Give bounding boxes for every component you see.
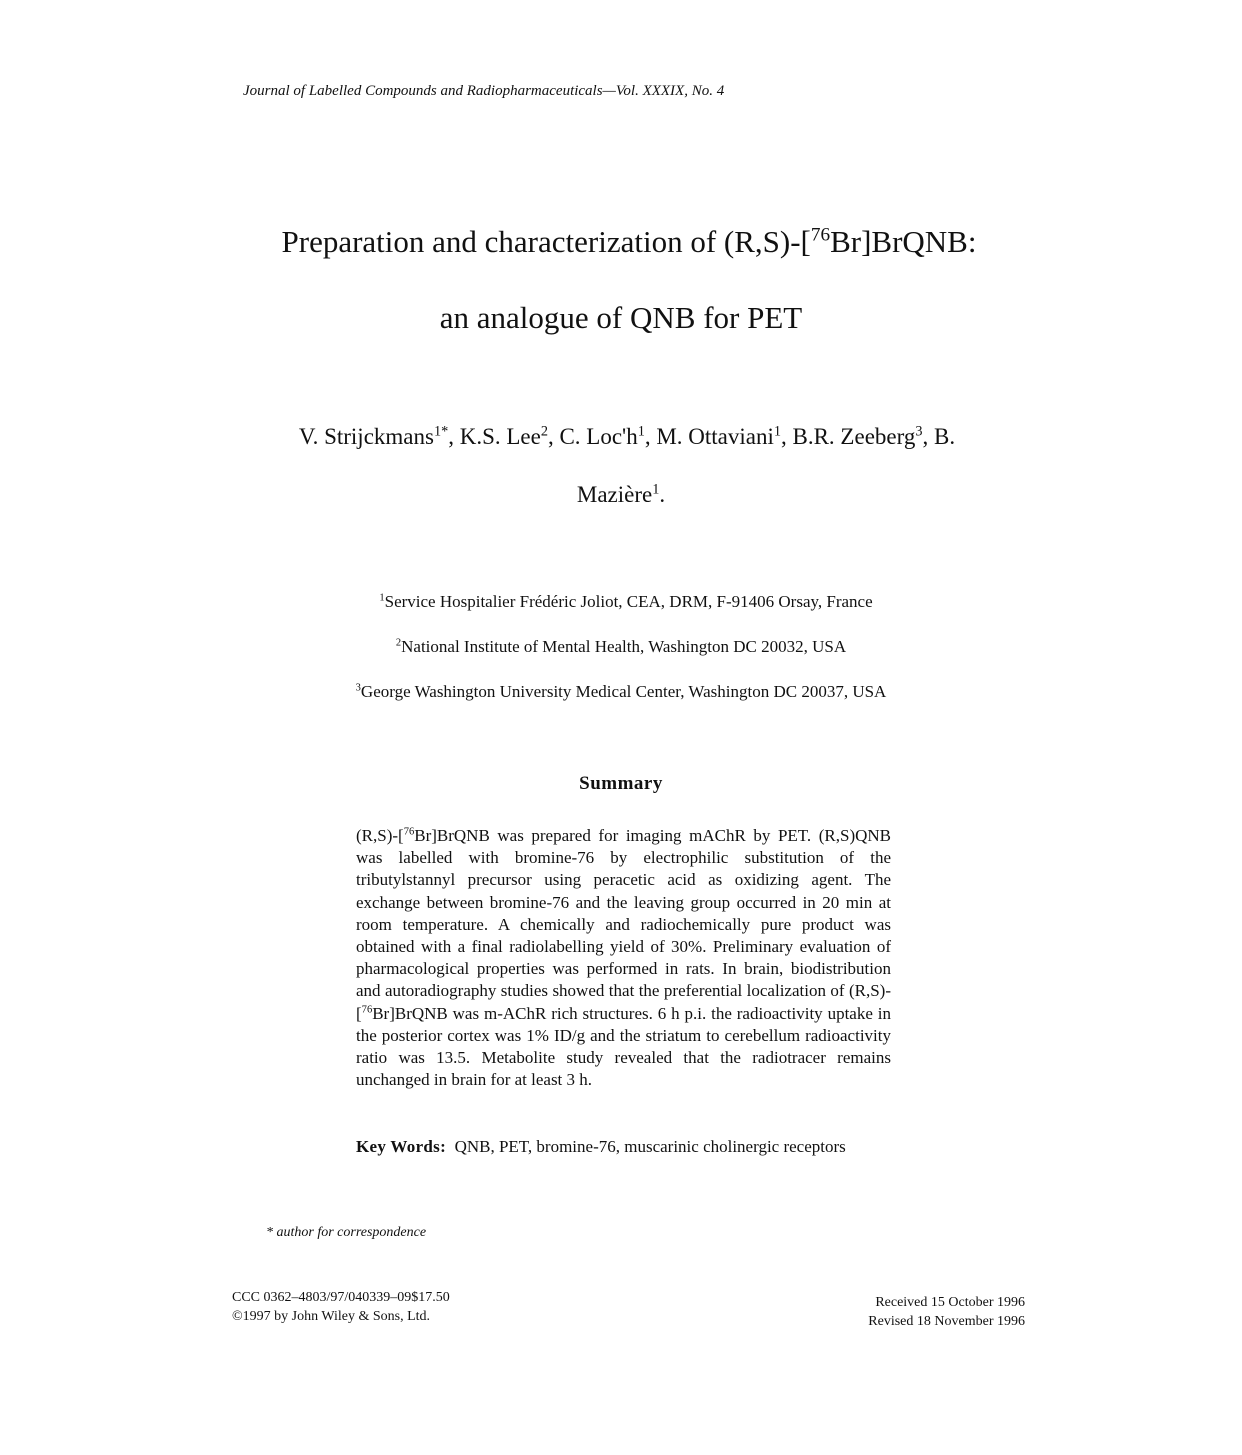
received-dates: [868, 1293, 1025, 1331]
summary-heading: Summary: [579, 773, 663, 794]
author-name: C. Loc'h: [559, 424, 638, 449]
keywords-label: Key Words:: [356, 1137, 447, 1156]
affiliation-number: 2: [395, 637, 402, 649]
title-prefix: Preparation and characterization of (R,S)-[: [281, 224, 811, 259]
author-name: Mazière: [576, 482, 653, 507]
author-name: M. Ottaviani: [656, 424, 774, 449]
author-affiliation-mark: 1: [637, 423, 645, 440]
isotope-superscript: 76: [403, 826, 415, 838]
imprint: [232, 1288, 450, 1326]
author-affiliation-mark: 3: [915, 423, 923, 440]
author-affiliation-mark: 1: [652, 481, 660, 498]
revised-date: Revised 18 November 1996: [868, 1314, 1025, 1329]
title-line-2: an analogue of QNB for PET: [439, 300, 803, 335]
author-name: K.S. Lee: [459, 424, 541, 449]
keywords: [356, 1136, 891, 1158]
affiliation-1: $^1$Service Hospitalier Frédéric Joliot, CEA, DRM, F-91406 Orsay, France: [379, 592, 873, 611]
author-affiliation-mark: 1*: [433, 423, 449, 440]
affiliation-3: $^3$George Washington University Medical Center, Washington DC 20037, USA: [355, 682, 887, 701]
author-name: V. Strijckmans: [298, 424, 434, 449]
affiliation-2: $^2$National Institute of Mental Health, Washington DC 20032, USA: [395, 637, 847, 656]
ccc-code: CCC 0362–4803/97/040339–09$17.50: [232, 1290, 450, 1305]
received-date: Received 15 October 1996: [875, 1295, 1025, 1310]
summary-paragraph: (R,S)-[$^{76}$Br]BrQNB was prepared for imaging mAChR by PET. (R,S)QNB was labelled with bromine-76 by electrophilic substitution of the tributylstannyl precursor using peracetic acid as oxidizing agent. The exchange between bromine-76 and the leaving group occurred in 20 min at room temperature. A chemically and radiochemically pure product was obtained with a final radiolabelling yield of 30%. Preliminary evaluation of pharmacological properties was performed in rats. In brain, biodistribution and autoradiography studies showed that the preferential localization of (R,S)-[$^{76}$Br]BrQNB was m-AChR rich structures. 6 h p.i. the radioactivity uptake in the posterior cortex was 1% ID/g and the striatum to cerebellum radioactivity ratio was 13.5. Metabolite study revealed that the radiotracer remains unchanged in brain for at least 3 h.: [356, 826, 891, 1090]
author-list-line-2: Mazière$^1$.: [576, 481, 666, 507]
affiliation-number: 1: [379, 592, 385, 604]
title-suffix: Br]BrQNB:: [830, 224, 977, 259]
author-list-line-1: V. Strijckmans$^{1*}$, K.S. Lee$^2$, C. $Loc'h^1$, M. Ottaviani$^1$, B.R. Zeeberg$^3$, B.: [298, 423, 956, 449]
copyright: ©1997 by John Wiley & Sons, Ltd.: [232, 1309, 431, 1324]
correspondence-footnote: * author for correspondence: [266, 1225, 427, 1240]
title-line-1: [8, 224, 1242, 260]
keywords-text: QNB, PET, bromine-76, muscarinic cholinergic receptors: [454, 1137, 846, 1156]
journal-header: Journal of Labelled Compounds and Radiopharmaceuticals—Vol. XXXIX, No. 4: [243, 83, 725, 99]
isotope-superscript: 76: [361, 1003, 373, 1015]
author-affiliation-mark: 1: [773, 423, 781, 440]
author-name: B.R. Zeeberg: [792, 424, 916, 449]
title-isotope-superscript: 76: [810, 224, 831, 246]
author-affiliation-mark: 2: [540, 423, 548, 440]
affiliation-number: 3: [355, 682, 361, 694]
